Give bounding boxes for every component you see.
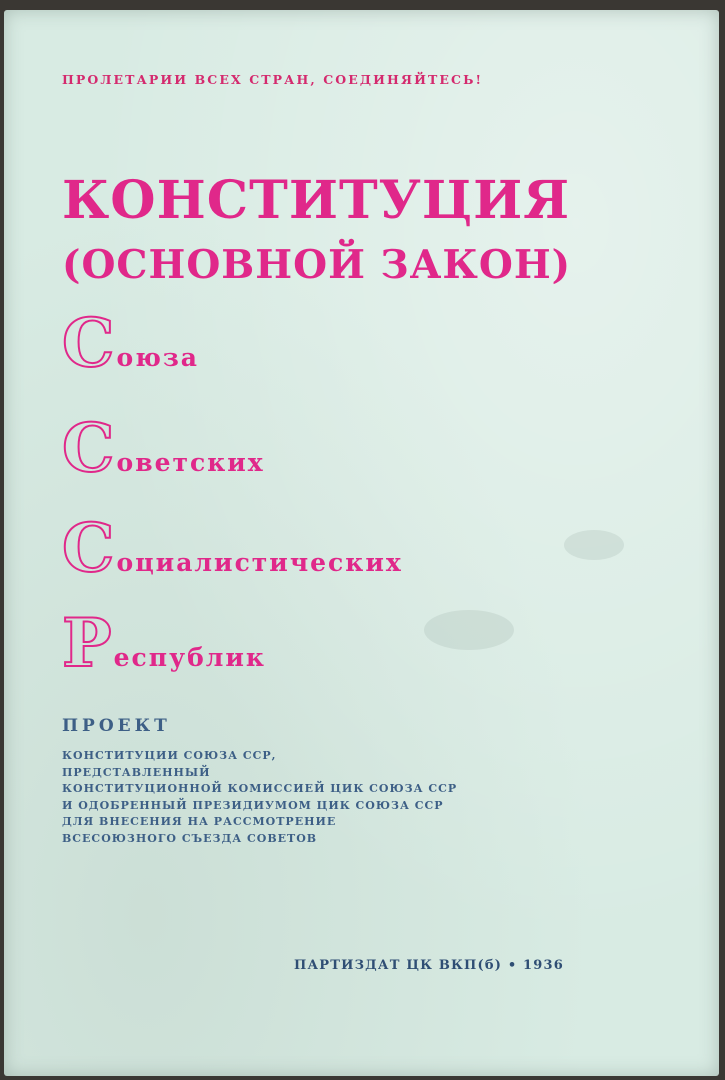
word-sotsialisticheskikh: [62, 509, 403, 587]
project-line: И ОДОБРЕННЫЙ ПРЕЗИДИУМОМ ЦИК СОЮЗА ССР: [62, 798, 444, 812]
word-rest: еспублик: [113, 643, 266, 672]
word-rest: оветских: [116, 448, 265, 477]
title-subtitle: (ОСНОВНОЙ ЗАКОН): [62, 242, 572, 288]
project-line: КОНСТИТУЦИИ СОЮЗА ССР,: [62, 749, 277, 762]
word-rest: оюза: [116, 343, 199, 372]
word-sovetskikh: [62, 409, 265, 487]
initial-letter: Р: [62, 604, 112, 682]
book-cover: [4, 10, 719, 1076]
initial-letter: С: [62, 304, 115, 382]
project-line: ДЛЯ ВНЕСЕНИЯ НА РАССМОТРЕНИЕ: [62, 815, 337, 829]
project-description: [62, 748, 457, 848]
publisher-imprint: ПАРТИЗДАТ ЦК ВКП(б) • 1936: [294, 958, 565, 973]
slogan: ПРОЛЕТАРИИ ВСЕХ СТРАН, СОЕДИНЯЙТЕСЬ!: [62, 72, 484, 87]
title-main: КОНСТИТУЦИЯ: [62, 170, 571, 231]
project-line: КОНСТИТУЦИОННОЙ КОМИССИЕЙ ЦИК СОЮЗА ССР: [62, 782, 458, 796]
word-rest: оциалистических: [116, 548, 403, 577]
paper-stain: [424, 610, 514, 650]
paper-stain: [564, 530, 624, 560]
word-respublik: [62, 604, 266, 682]
project-line: ВСЕСОЮЗНОГО СЪЕЗДА СОВЕТОВ: [62, 831, 318, 845]
word-soyuza: [62, 304, 199, 382]
project-line: ПРЕДСТАВЛЕННЫЙ: [62, 765, 211, 779]
initial-letter: С: [62, 509, 115, 587]
initial-letter: С: [62, 409, 115, 487]
project-heading: ПРОЕКТ: [62, 716, 171, 736]
